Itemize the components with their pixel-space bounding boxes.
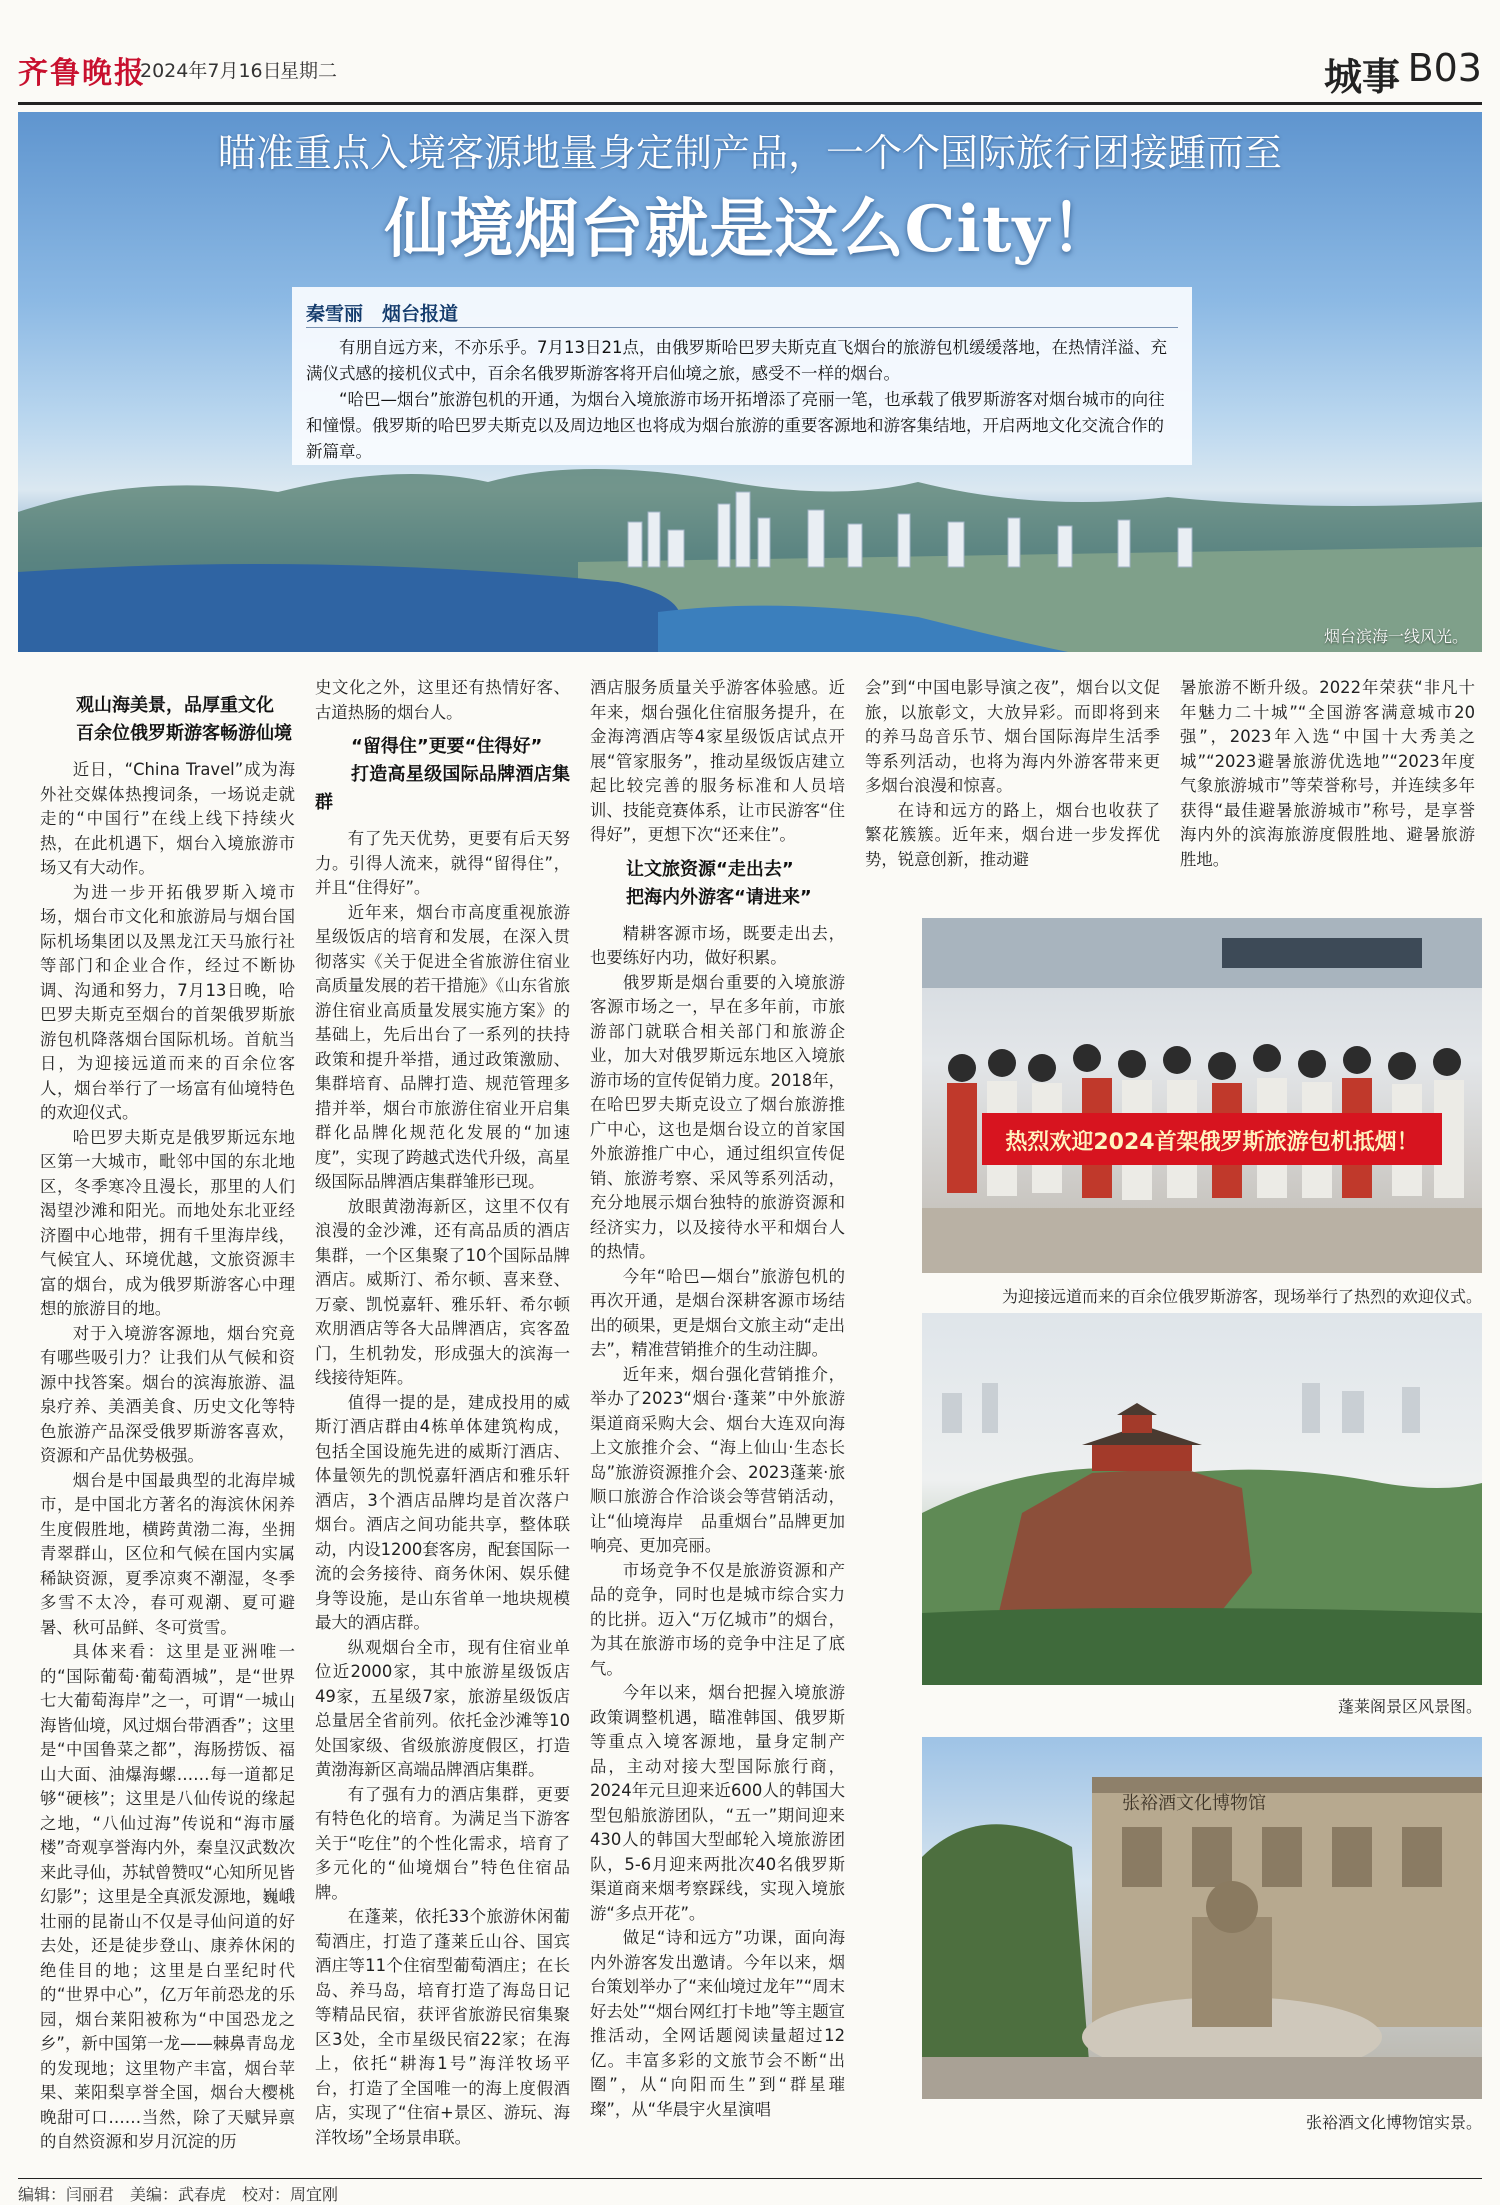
section-heading xyxy=(590,856,845,912)
paragraph: 市场竞争不仅是旅游资源和产品的竞争，同时也是城市综合实力的比拼。迈入“万亿城市”的烟台，为其在旅游市场的竞争中注足了底气。 xyxy=(590,1560,845,1678)
section-heading-line: 让文旅资源“走出去” xyxy=(626,858,794,880)
paragraph: 为进一步开拓俄罗斯入境市场，烟台市文化和旅游局与烟台国际机场集团以及黑龙江天马旅行社等部门和企业合作，经过不断协调、沟通和努力，7月13日晚，哈巴罗夫斯克至烟台的首架俄罗斯旅游包机降落烟台国际机场。首航当日，为迎接远道而来的百余位客人，烟台举行了一场富有仙境特色的欢迎仪式。 xyxy=(40,882,295,1122)
changyu-museum-photo xyxy=(922,1737,1482,2099)
city-skyline-illustration xyxy=(18,452,1482,652)
welcome-banner-text: 热烈欢迎2024首架俄罗斯旅游包机抵烟！ xyxy=(1005,1130,1419,1155)
masthead: 齐鲁晚报 xyxy=(18,56,146,91)
paragraph: 近日，“China Travel”成为海外社交媒体热搜词条，一场说走就走的“中国行”在线上线下持续火热，在此机遇下，烟台入境旅游市场又有大动作。 xyxy=(40,760,295,877)
article-column-4 xyxy=(865,676,1160,872)
paragraph: 纵观烟台全市，现有住宿业单位近2000家，其中旅游星级饭店49家，五星级7家，旅游星级饭店总量居全省前列。依托金沙滩等10处国家级、省级旅游度假区，打造黄渤海新区高端品牌酒店集群。 xyxy=(315,1637,570,1779)
paragraph-continued: 会”到“中国电影导演之夜”，烟台以文促旅，以旅彰文，大放异彩。而即将到来的养马岛音乐节、烟台国际海岸生活季等系列活动，也将为海内外游客带来更多烟台浪漫和惊喜。 xyxy=(865,678,1160,795)
issue-date: 2024年7月16日 xyxy=(140,60,282,82)
article-column-1 xyxy=(40,676,295,2155)
hero-banner xyxy=(18,112,1482,652)
paragraph: 烟台是中国最典型的北海岸城市，是中国北方著名的海滨休闲养生度假胜地，横跨黄渤二海，坐拥青翠群山，区位和气候在国内实属稀缺资源，夏季凉爽不潮湿，冬季多雪不太冷，春可观潮、夏可避暑、秋可品鲜、冬可赏雪。 xyxy=(40,1470,295,1637)
hero-caption: 烟台滨海一线风光。 xyxy=(1323,627,1468,646)
photo-caption: 为迎接远道而来的百余位俄罗斯游客，现场举行了热烈的欢迎仪式。 xyxy=(1001,1287,1482,1306)
paragraph: 在蓬莱，依托33个旅游休闲葡萄酒庄，打造了蓬莱丘山谷、国宾酒庄等11个住宿型葡萄酒庄；在长岛、养马岛，培育打造了海岛日记等精品民宿，获评省旅游民宿集聚区3处，全市星级民宿22家；在海上，依托“耕海1号”海洋牧场平台，打造了全国唯一的海上度假酒店，实现了“住宿+景区、游玩、海洋牧场”全场景串联。 xyxy=(315,1907,570,2147)
hero-subtitle: 瞄准重点入境客源地量身定制产品，一个个国际旅行团接踵而至 xyxy=(217,131,1282,175)
byline: 秦雪丽 烟台报道 xyxy=(306,303,459,325)
lead-box xyxy=(292,287,1192,465)
section-heading-line: 百余位俄罗斯游客畅游仙境 xyxy=(76,723,292,744)
paragraph: 对于入境游客源地，烟台究竟有哪些吸引力？让我们从气候和资源中找答案。烟台的滨海旅游、温泉疗养、美酒美食、历史文化等特色旅游产品深受俄罗斯游客喜欢，资源和产品优势极强。 xyxy=(40,1323,295,1465)
lead-paragraph: “哈巴—烟台”旅游包机的开通，为烟台入境旅游市场开拓增添了亮丽一笔，也承载了俄罗斯游客对烟台城市的向往和憧憬。俄罗斯的哈巴罗夫斯克以及周边地区也将成为烟台旅游的重要客源地和游客集结地，开启两地文化交流合作的新篇章。 xyxy=(306,390,1165,461)
penglai-pavilion-illustration xyxy=(922,1313,1482,1685)
section-name: 城事 xyxy=(1323,55,1400,99)
museum-sign: 张裕酒文化博物馆 xyxy=(1122,1793,1266,1814)
penglai-pavilion-photo xyxy=(922,1313,1482,1685)
section-heading-line: 观山海美景，品厚重文化 xyxy=(76,695,274,716)
paragraph: 哈巴罗夫斯克是俄罗斯远东地区第一大城市，毗邻中国的东北地区，冬季寒冷且漫长，那里的人们渴望沙滩和阳光。而地处东北亚经济圈中心地带，拥有千里海岸线，气候宜人、环境优越，文旅资源丰富的烟台，成为俄罗斯游客心中理想的旅游目的地。 xyxy=(40,1127,295,1318)
paragraph: 精耕客源市场，既要走出去，也要练好内功，做好积累。 xyxy=(590,923,845,967)
article-column-2 xyxy=(315,676,570,2150)
article-column-3 xyxy=(590,676,845,2122)
paragraph: 值得一提的是，建成投用的威斯汀酒店群由4栋单体建筑构成，包括全国设施先进的威斯汀酒店、体量领先的凯悦嘉轩酒店和雅乐轩酒店，3个酒店品牌均是首次落户烟台。酒店之间功能共享，整体联动，内设1200套客房，配套国际一流的会务接待、商务休闲、娱乐健身等设施，是山东省单一地块规模最大的酒店群。 xyxy=(315,1392,570,1632)
paragraph: 俄罗斯是烟台重要的入境旅游客源市场之一，早在多年前，市旅游部门就联合相关部门和旅游企业，加大对俄罗斯远东地区入境旅游市场的宣传促销力度。2018年，在哈巴罗夫斯克设立了烟台旅游推广中心，这也是烟台设立的首家国外旅游推广中心，通过组织宣传促销、旅游考察、采风等系列活动，充分地展示烟台独特的旅游资源和经济实力，以及接待水平和烟台人的热情。 xyxy=(590,972,845,1261)
paragraph: 做足“诗和远方”功课，面向海内外游客发出邀请。今年以来，烟台策划举办了“来仙境过龙年”“周末好去处”“烟台网红打卡地”等主题宣推活动，全网话题阅读量超过12亿。丰富多彩的文旅节会不断“出圈”，从“向阳而生”到“群星璀璨”，从“华晨宇火星演唱 xyxy=(590,1928,845,2119)
paragraph: 今年以来，烟台把握入境旅游政策调整机遇，瞄准韩国、俄罗斯等重点入境客源地，量身定制产品，主动对接大型国际旅行商，2024年元旦迎来近600人的韩国大型包船旅游团队，“五一”期间迎来430人的韩国大型邮轮入境旅游团队，5-6月迎来两批次40名俄罗斯渠道商来烟考察踩线，实现入境旅游“多点开花”。 xyxy=(590,1683,845,1923)
page-number: B03 xyxy=(1407,46,1482,90)
section-heading xyxy=(315,733,570,817)
paragraph: 有了先天优势，更要有后天努力。引得人流来，就得“留得住”，并且“住得好”。 xyxy=(315,829,570,897)
lead-text xyxy=(306,335,1178,465)
section-heading-line: 打造高星级国际品牌酒店集群 xyxy=(315,764,570,813)
paragraph: 放眼黄渤海新区，这里不仅有浪漫的金沙滩，还有高品质的酒店集群，一个区集聚了10个国际品牌酒店。威斯汀、希尔顿、喜来登、万豪、凯悦嘉轩、雅乐轩、希尔顿欢朋酒店等各大品牌酒店，宾客盈门，生机勃发，形成强大的滨海一线接待矩阵。 xyxy=(315,1196,570,1387)
photo-caption: 蓬莱阁景区风景图。 xyxy=(1337,1697,1482,1716)
page-title: 仙境烟台就是这么City！ xyxy=(384,192,1116,267)
welcome-ceremony-illustration xyxy=(922,918,1482,1273)
paragraph: 在诗和远方的路上，烟台也收获了繁花簇簇。近年来，烟台进一步发挥优势，锐意创新，推动避 xyxy=(865,800,1160,869)
welcome-ceremony-photo xyxy=(922,918,1482,1273)
photo-caption: 张裕酒文化博物馆实景。 xyxy=(1305,2113,1482,2132)
byline-rule xyxy=(306,327,1178,328)
paragraph-continued: 酒店服务质量关乎游客体验感。近年来，烟台强化住宿服务提升，在金海湾酒店等4家星级饭店试点开展“管家服务”，推动星级饭店建立起比较完善的服务标准和人员培训、技能竞赛体系，让市民游客“住得好”，更想下次“还来住”。 xyxy=(590,678,845,844)
paragraph: 有了强有力的酒店集群，更要有特色化的培育。为满足当下游客关于“吃住”的个性化需求，培育了多元化的“仙境烟台”特色住宿品牌。 xyxy=(315,1784,570,1902)
section-heading-line: 把海内外游客“请进来” xyxy=(626,886,812,908)
header-rule xyxy=(18,102,1482,105)
page-header xyxy=(18,48,1482,108)
editor-credits: 编辑：闫丽君 美编：武春虎 校对：周宜刚 xyxy=(18,2185,339,2204)
paragraph: 近年来，烟台市高度重视旅游星级饭店的培育和发展，在深入贯彻落实《关于促进全省旅游住宿业高质量发展的若干措施》《山东省旅游住宿业高质量发展实施方案》的基础上，先后出台了一系列的扶持政策和提升举措，通过政策激励、集群培育、品牌打造、规范管理多措并举，烟台市旅游住宿业开启集群化品牌化规范化发展的“加速度”，实现了跨越式迭代升级，高星级国际品牌酒店集群雏形已现。 xyxy=(315,902,570,1191)
article-column-5 xyxy=(1180,676,1475,872)
paragraph: 今年“哈巴—烟台”旅游包机的再次开通，是烟台深耕客源市场结出的硕果，更是烟台文旅主动“走出去”，精准营销推介的生动注脚。 xyxy=(590,1266,845,1359)
footer-rule xyxy=(18,2178,1482,2179)
section-heading xyxy=(40,692,295,748)
paragraph-continued: 暑旅游不断升级。2022年荣获“非凡十年魅力二十城”“全国游客满意城市20强”，2023年入选“中国十大秀美之城”“2023避暑旅游优选地”“2023年度气象旅游城市”等荣誉称号，并连续多年获得“最佳避暑旅游城市”称号，是享誉海内外的滨海旅游度假胜地、避暑旅游胜地。 xyxy=(1180,678,1475,869)
paragraph: 具体来看：这里是亚洲唯一的“国际葡萄·葡萄酒城”，是“世界七大葡萄海岸”之一，可谓“一城山海皆仙境，风过烟台带酒香”；这里是“中国鲁菜之都”，海肠捞饭、福山大面、油爆海螺……每一道都足够“硬核”；这里是八仙传说的缘起之地，“八仙过海”传说和“海市蜃楼”奇观享誉海内外，秦皇汉武数次来此寻仙，苏轼曾赞叹“心知所见皆幻影”；这里是全真派发源地，巍峨壮丽的昆嵛山不仅是寻仙问道的好去处，还是徒步登山、康养休闲的绝佳目的地；这里是白垩纪时代的“世界中心”，亿万年前恐龙的乐园，烟台莱阳被称为“中国恐龙之乡”，新中国第一龙——棘鼻青岛龙的发现地；这里物产丰富，烟台苹果、莱阳梨享誉全国，烟台大樱桃晚甜可口……当然，除了天赋异禀的自然资源和岁月沉淀的历 xyxy=(40,1642,295,2151)
section-heading-line: “留得住”更要“住得好” xyxy=(351,736,543,757)
paragraph: 近年来，烟台强化营销推介，举办了2023“烟台·蓬莱”中外旅游渠道商采购大会、烟台大连双向海上文旅推介会、“海上仙山·生态长岛”旅游资源推介会、2023蓬莱·旅顺口旅游合作洽谈会等营销活动，让“仙境海岸 品重烟台”品牌更加响亮、更加亮丽。 xyxy=(590,1364,845,1555)
paragraph-continued: 史文化之外，这里还有热情好客、古道热肠的烟台人。 xyxy=(315,678,570,722)
issue-weekday: 星期二 xyxy=(280,60,338,82)
lead-paragraph: 有朋自远方来，不亦乐乎。7月13日21点，由俄罗斯哈巴罗夫斯克直飞烟台的旅游包机缓缓落地，在热情洋溢、充满仪式感的接机仪式中，百余名俄罗斯游客将开启仙境之旅，感受不一样的烟台。 xyxy=(306,338,1167,383)
